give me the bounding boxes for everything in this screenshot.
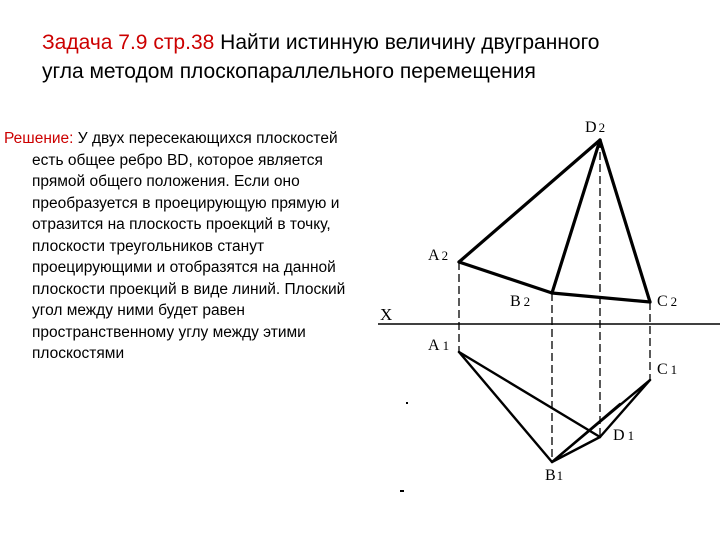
scan-speck-1: [400, 490, 404, 492]
scan-marks: [400, 402, 408, 492]
scan-speck-2: [406, 402, 408, 404]
label-b2: B 2: [510, 293, 531, 310]
edge-a1-b1: [459, 352, 552, 462]
x-axis-label: X: [380, 305, 393, 324]
task-number: Задача 7.9 стр.38: [42, 31, 215, 54]
label-a2: A 2: [428, 247, 449, 264]
label-b1: B1: [545, 467, 564, 484]
label-c1: C 1: [657, 361, 678, 378]
label-d2: D 2: [585, 119, 606, 136]
solution-body: У двух пересекающихся плоскостей есть общее ребро BD, которое является прямой общего положения. Если оно преобразуется в проецирующую прямую и отразится на плоскость проекций в точку, плоскости треугольников станут проецирующими и отобразятся на данной плоскости проекций в виде линий. Плоский угол между ними будет равен пространственному углу между этими плоскостями: [32, 130, 346, 362]
label-d1: D 1: [613, 427, 635, 444]
edge-b1-c1-inner: [552, 404, 620, 462]
edge-b2-c2: [552, 293, 650, 302]
edge-a2-d2: [459, 140, 600, 262]
label-c2: C 2: [657, 293, 678, 310]
horizontal-projection: [459, 352, 650, 462]
edge-a1-d1: [459, 352, 600, 437]
edge-a2-b2: [459, 262, 552, 293]
edge-c1-d1: [600, 380, 650, 437]
solution-label: Решение:: [4, 130, 74, 147]
edge-d2-b2: [552, 140, 600, 293]
task-statement: Найти истинную величину двугранного угла методом плоскопараллельного перемещения: [42, 31, 600, 83]
edge-d2-c2: [600, 140, 650, 302]
label-a1: A 1: [428, 337, 450, 354]
frontal-projection: [459, 140, 650, 302]
